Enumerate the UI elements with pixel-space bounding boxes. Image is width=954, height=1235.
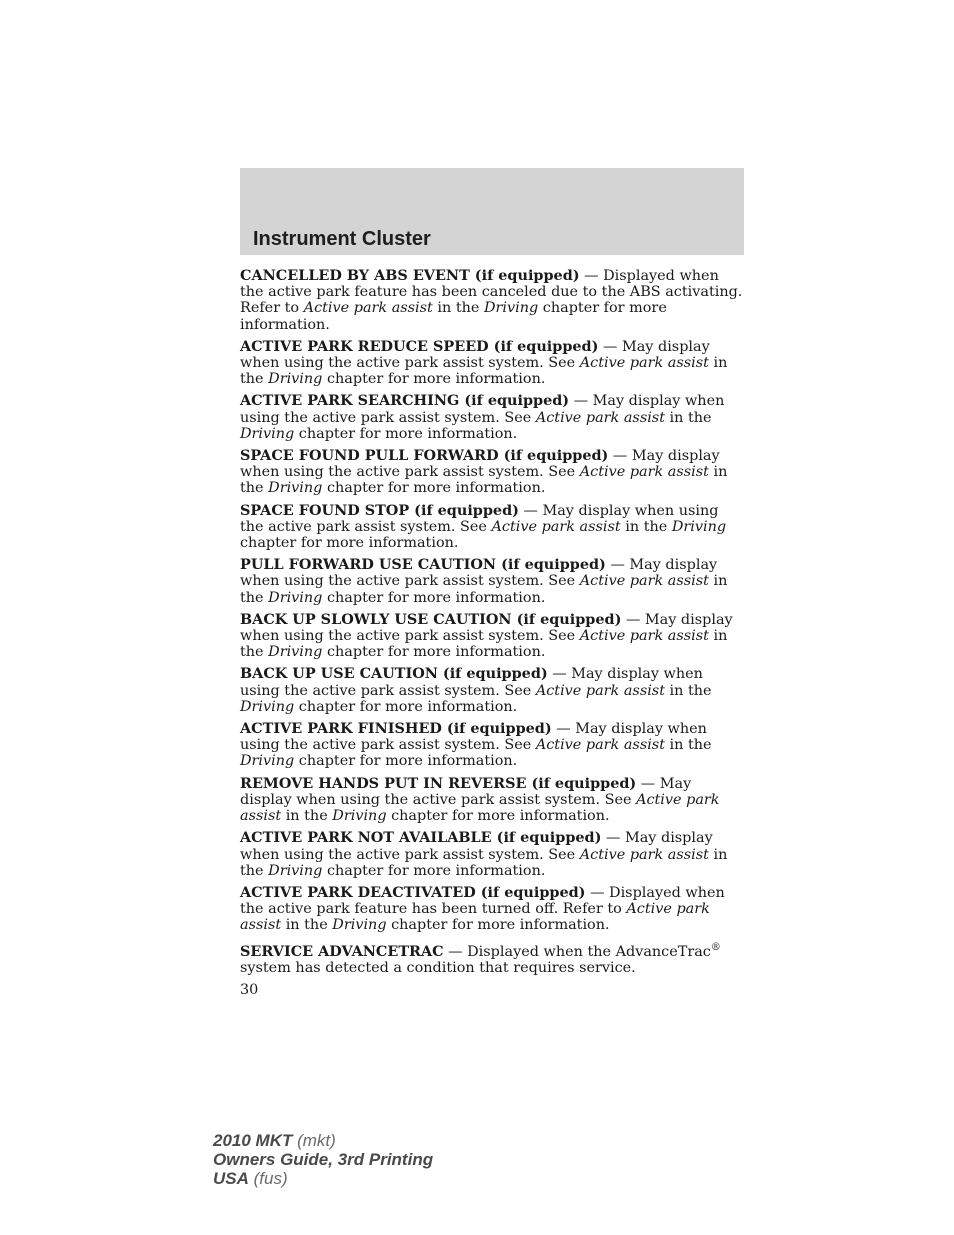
- section-header-band: [240, 168, 744, 255]
- entry-reference: Active park assist: [579, 464, 709, 481]
- entry-text: chapter for more information.: [294, 698, 518, 715]
- entry-text-continued: system has detected a condition that requires service.: [240, 959, 636, 976]
- entry-text: in the: [281, 917, 333, 934]
- entry-text: — May display when using the active park assist system. See: [240, 775, 692, 808]
- footer-region: USA: [213, 1169, 249, 1188]
- entry-text: — May display when using the active park assist system. See: [240, 611, 733, 645]
- footer-line-model: [213, 1131, 433, 1150]
- entry-reference: Active park assist: [535, 409, 665, 426]
- main-content: [240, 268, 745, 998]
- entry-text: chapter for more information.: [240, 535, 459, 552]
- entry-text: in the: [240, 846, 728, 879]
- entry-chapter: Driving: [240, 753, 295, 770]
- entry-service-advancetrac: [240, 940, 745, 976]
- entry-item: [240, 885, 745, 934]
- entry-reference: Active park assist: [535, 737, 665, 754]
- entry-item: [240, 776, 745, 825]
- entry-term: SPACE FOUND STOP (if equipped): [240, 501, 519, 519]
- entry-text: in the: [240, 573, 728, 606]
- entry-chapter: Driving: [484, 300, 539, 317]
- entry-text: — May display when using the active park assist system. See: [240, 830, 713, 863]
- entry-text: in the: [240, 628, 728, 661]
- entry-text: chapter for more information.: [322, 589, 546, 606]
- entry-item: [240, 503, 745, 552]
- entry-text: chapter for more information.: [294, 425, 518, 442]
- entry-text: chapter for more information.: [386, 917, 610, 934]
- entry-text: — May display when using the active park assist system. See: [240, 338, 710, 372]
- entry-text: — May display when using the active park assist system. See: [240, 502, 719, 535]
- entry-term: CANCELLED BY ABS EVENT (if equipped): [240, 267, 580, 284]
- entry-chapter: Driving: [268, 862, 323, 879]
- entry-term: ACTIVE PARK FINISHED (if equipped): [240, 720, 552, 738]
- entry-item: [240, 830, 745, 879]
- entry-text: in the: [620, 518, 672, 535]
- entry-text: in the: [240, 464, 728, 497]
- page-number: 30: [240, 981, 259, 998]
- entry-chapter: Driving: [671, 518, 727, 535]
- footer-line-guide: [213, 1150, 433, 1169]
- footer-guide: Owners Guide, 3rd Printing: [213, 1150, 434, 1169]
- entry-text: — May display when using the active park assist system. See: [240, 721, 707, 754]
- entry-term: BACK UP SLOWLY USE CAUTION (if equipped): [240, 610, 622, 628]
- entry-text: in the: [240, 355, 728, 388]
- entry-reference: Active park assist: [579, 628, 709, 645]
- entry-term: ACTIVE PARK DEACTIVATED (if equipped): [240, 883, 586, 901]
- entry-item: [240, 557, 745, 606]
- entry-list: [240, 268, 745, 934]
- entry-text: chapter for more information.: [322, 371, 546, 388]
- footer-model: 2010 MKT: [213, 1131, 293, 1150]
- entry-chapter: Driving: [268, 589, 323, 606]
- entry-text: — Displayed when the active park feature has been turned off. Refer to: [240, 884, 725, 918]
- entry-text: in the: [432, 300, 484, 317]
- entry-text: — Displayed when the AdvanceTrac: [443, 943, 711, 960]
- entry-text: — Displayed when the active park feature has been canceled due to the ABS activating. Refer to: [240, 268, 743, 317]
- entry-text: in the: [281, 808, 333, 825]
- entry-item: [240, 393, 745, 442]
- entry-term: ACTIVE PARK NOT AVAILABLE (if equipped): [240, 829, 602, 847]
- entry-reference: Active park assist: [491, 518, 621, 535]
- entry-item: [240, 448, 745, 497]
- entry-text: chapter for more information.: [322, 644, 546, 661]
- document-footer: [213, 1131, 433, 1188]
- entry-text: in the: [664, 737, 712, 754]
- entry-term: SERVICE ADVANCETRAC: [240, 942, 444, 960]
- entry-item: [240, 612, 745, 661]
- entry-chapter: Driving: [240, 425, 295, 442]
- entry-text: in the: [664, 409, 712, 426]
- entry-reference: Active park assist: [303, 300, 433, 317]
- entry-term: BACK UP USE CAUTION (if equipped): [240, 665, 548, 683]
- registered-mark: ®: [710, 941, 721, 953]
- entry-text: chapter for more information.: [386, 808, 610, 825]
- entry-term: ACTIVE PARK REDUCE SPEED (if equipped): [240, 337, 599, 355]
- entry-text: — May display when using the active park assist system. See: [240, 666, 703, 699]
- entry-text: — May display when using the active park assist system. See: [240, 557, 718, 590]
- entry-item: [240, 268, 745, 333]
- entry-text: — May display when using the active park assist system. See: [240, 448, 720, 481]
- entry-chapter: Driving: [240, 698, 295, 715]
- section-title: Instrument Cluster: [253, 228, 431, 250]
- entry-reference: Active park assist: [240, 901, 710, 934]
- entry-chapter: Driving: [268, 644, 323, 661]
- entry-text: — May display when using the active park assist system. See: [240, 393, 725, 426]
- entry-item: [240, 666, 745, 715]
- entry-reference: Active park assist: [579, 573, 709, 590]
- entry-chapter: Driving: [332, 808, 387, 825]
- entry-text: in the: [664, 682, 712, 699]
- entry-text: chapter for more information.: [322, 862, 546, 879]
- entry-reference: Active park assist: [535, 682, 665, 699]
- entry-chapter: Driving: [268, 371, 323, 388]
- entry-reference: Active park assist: [240, 791, 720, 825]
- entry-text: chapter for more information.: [294, 753, 518, 770]
- footer-model-code: (mkt): [292, 1131, 336, 1150]
- footer-line-region: [213, 1169, 433, 1188]
- entry-term: SPACE FOUND PULL FORWARD (if equipped): [240, 447, 609, 465]
- entry-reference: Active park assist: [579, 846, 709, 863]
- entry-item: [240, 339, 745, 388]
- entry-text: chapter for more information.: [322, 480, 546, 497]
- entry-term: REMOVE HANDS PUT IN REVERSE (if equipped): [240, 774, 637, 792]
- entry-chapter: Driving: [332, 917, 387, 934]
- entry-text: chapter for more information.: [240, 300, 667, 333]
- entry-reference: Active park assist: [579, 355, 709, 372]
- footer-region-code: (fus): [248, 1169, 288, 1188]
- entry-chapter: Driving: [268, 480, 323, 497]
- entry-term: ACTIVE PARK SEARCHING (if equipped): [240, 392, 570, 410]
- entry-item: [240, 721, 745, 770]
- entry-term: PULL FORWARD USE CAUTION (if equipped): [240, 556, 606, 574]
